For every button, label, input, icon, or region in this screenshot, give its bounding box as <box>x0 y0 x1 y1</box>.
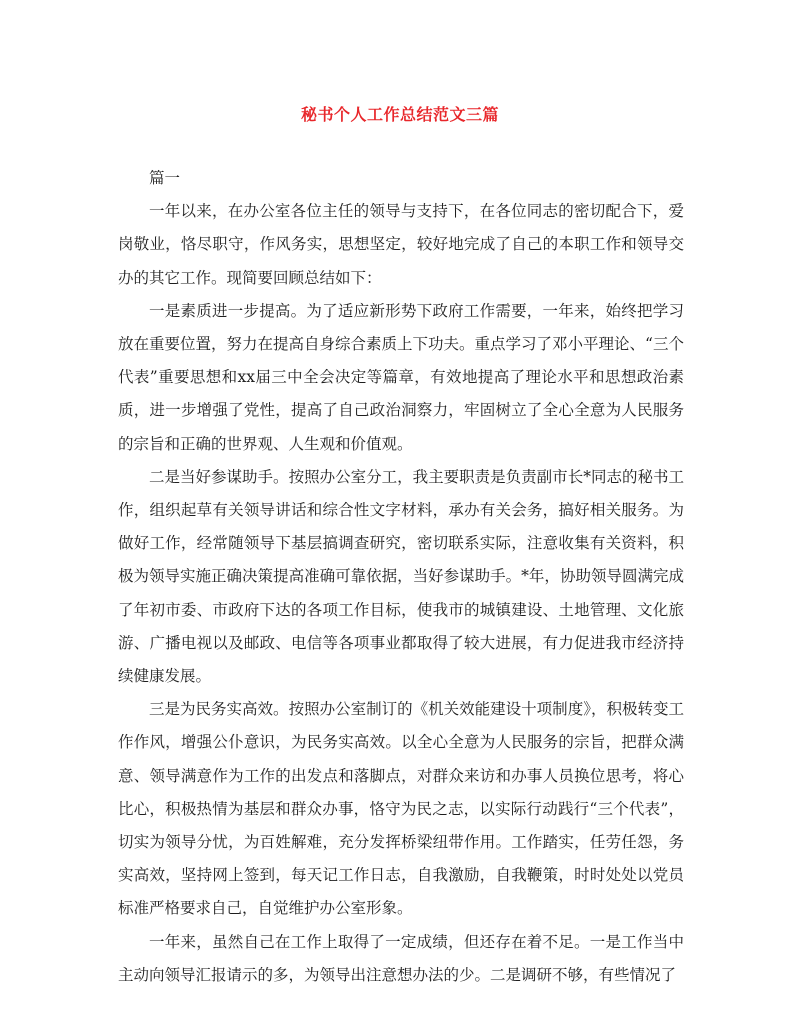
paragraph-point-two: 二是当好参谋助手。按照办公室分工，我主要职责是负责副市长*同志的秘书工作，组织起草有关领导讲话和综合性文字材料，承办有关会务，搞好相关服务。为做好工作，经常随领导下基层搞调查研究，密切联系实际，注意收集有关资料，积极为领导实施正确决策提高准确可靠依据，当好参谋助手。*年，协助领导圆满完成了年初市委、市政府下达的各项工作目标，使我市的城镇建设、土地管理、文化旅游、广播电视以及邮政、电信等各项事业都取得了较大进展，有力促进我市经济持续健康发展。 <box>118 467 684 686</box>
section-heading: 篇一 <box>149 169 181 187</box>
paragraph-point-one: 一是素质进一步提高。为了适应新形势下政府工作需要，一年来，始终把学习放在重要位置，努力在提高自身综合素质上下功夫。重点学习了邓小平理论、“三个代表”重要思想和xx届三中全会决定等篇章，有效地提高了理论水平和思想政治素质，进一步增强了党性，提高了自己政治洞察力，牢固树立了全心全意为人民服务的宗旨和正确的世界观、人生观和价值观。 <box>118 301 684 453</box>
document-body <box>118 162 684 992</box>
document-title: 秘书个人工作总结范文三篇 <box>300 105 499 124</box>
paragraph-point-three: 三是为民务实高效。按照办公室制订的《机关效能建设十项制度》，积极转变工作作风，增强公仆意识，为民务实高效。以全心全意为人民服务的宗旨，把群众满意、领导满意作为工作的出发点和落脚点，对群众来访和办事人员换位思考，将心比心，积极热情为基层和群众办事，恪守为民之志，以实际行动践行“三个代表”，切实为领导分忧，为百姓解难，充分发挥桥梁纽带作用。工作踏实，任劳任怨，务实高效，坚持网上签到，每天记工作日志，自我激励，自我鞭策，时时处处以党员标准严格要求自己，自觉维护办公室形象。 <box>118 700 684 918</box>
paragraph-shortcomings: 一年来，虽然自己在工作上取得了一定成绩，但还存在着不足。一是工作当中主动向领导汇报请示的多，为领导出注意想办法的少。二是调研不够，有些情况了 <box>118 932 684 984</box>
paragraph-intro: 一年以来，在办公室各位主任的领导与支持下，在各位同志的密切配合下，爱岗敬业，恪尽职守，作风务实，思想坚定，较好地完成了自己的本职工作和领导交办的其它工作。现简要回顾总结如下： <box>118 202 684 287</box>
